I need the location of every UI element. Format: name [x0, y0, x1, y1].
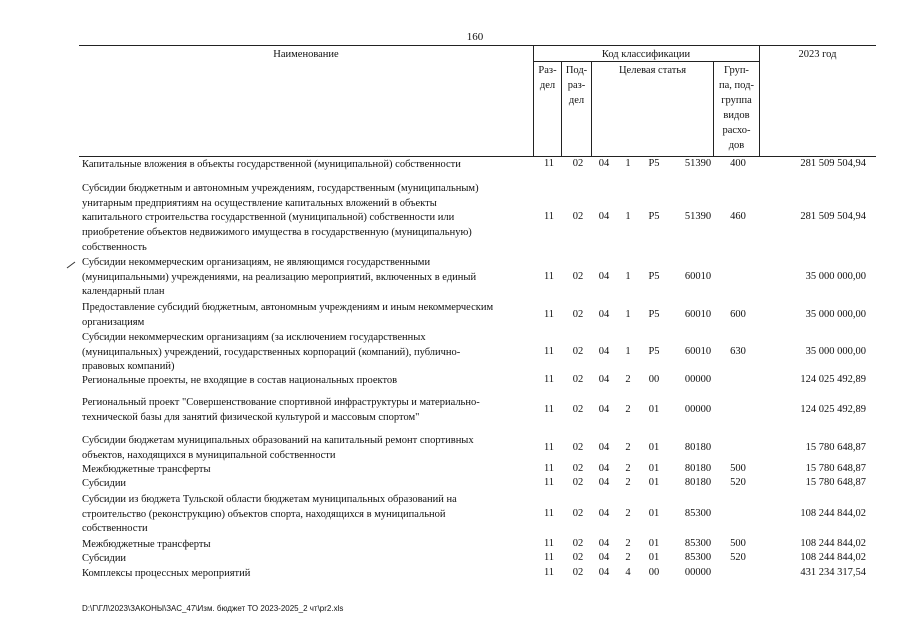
row-name — [82, 301, 532, 330]
article-part-2: 1 — [625, 271, 631, 282]
header-vid: Груп- па, под- группа видов расхо- дов — [719, 65, 754, 151]
row-name-line: Субсидии бюджетным и автономным учреждениям, государственным (муниципальным) — [82, 183, 479, 194]
article-part-4: 60010 — [684, 271, 712, 282]
article-part-4: 00000 — [684, 567, 712, 578]
article-part-1: 04 — [598, 538, 610, 549]
row-name-line: капитального строительства государственной (муниципальной) собственности или — [82, 212, 455, 224]
article-part-4: 85300 — [684, 508, 712, 519]
row-name — [82, 463, 532, 478]
article-part-3: 01 — [648, 552, 660, 563]
article-part-1: 04 — [598, 442, 610, 453]
row-name-line: Субсидии бюджетам муниципальных образований на капитальный ремонт спортивных — [82, 435, 474, 446]
page-number: 160 — [466, 31, 484, 43]
article-part-1: 04 — [598, 309, 610, 320]
row-name-line: Субсидии — [82, 478, 127, 489]
header-razdel: Раз- дел — [538, 65, 557, 91]
row-name-line: Субсидии некоммерческим организациям (за исключением государственных — [82, 332, 426, 343]
article-part-1: 04 — [598, 404, 610, 415]
podrazdel-cell: 02 — [572, 404, 584, 415]
article-part-3: P5 — [648, 346, 660, 357]
row-name — [82, 538, 532, 553]
article-part-1: 04 — [598, 271, 610, 282]
row-name — [82, 374, 532, 389]
article-part-4: 80180 — [684, 442, 712, 453]
sum-cell: 431 234 317,54 — [800, 567, 866, 578]
article-part-2: 2 — [625, 552, 631, 563]
article-part-3: P5 — [648, 309, 660, 320]
article-part-3: 01 — [648, 404, 660, 415]
file-path: D:\Г\ГЛ\2023\ЗАКОНЫ\ЗАС_47\Изм. бюджет ТО 2023-2025_2 чт\pr2.xls — [82, 604, 344, 613]
row-name-line: Региональный проект "Совершенствование спортивной инфраструктуры и материально- — [82, 397, 480, 408]
row-name — [82, 182, 532, 256]
sum-cell: 35 000 000,00 — [805, 346, 866, 357]
sum-cell: 15 780 648,87 — [805, 442, 866, 453]
row-name — [82, 434, 532, 463]
article-part-4: 85300 — [684, 538, 712, 549]
row-name-line: приобретение объектов недвижимого имущества в государственную (муниципальную) — [82, 227, 472, 239]
sum-cell: 108 244 844,02 — [800, 508, 866, 519]
article-part-3: P5 — [648, 271, 660, 282]
article-part-2: 2 — [625, 508, 631, 519]
row-name — [82, 331, 532, 375]
article-part-1: 04 — [598, 477, 610, 488]
article-part-2: 1 — [625, 211, 631, 222]
article-part-4: 80180 — [684, 477, 712, 488]
razdel-cell: 11 — [543, 508, 555, 519]
row-name-line: унитарным предприятиям на осуществление капитальных вложений в объекты — [82, 197, 437, 209]
row-name-line: строительство (реконструкцию) объектов спорта, находящихся в муниципальной — [82, 508, 446, 520]
sum-cell: 124 025 492,89 — [800, 404, 866, 415]
podrazdel-cell: 02 — [572, 158, 584, 169]
razdel-cell: 11 — [543, 538, 555, 549]
vid-cell: 460 — [730, 211, 746, 222]
razdel-cell: 11 — [543, 158, 555, 169]
row-name — [82, 552, 532, 567]
sum-cell: 281 509 504,94 — [800, 158, 866, 169]
razdel-cell: 11 — [543, 374, 555, 385]
article-part-2: 1 — [625, 346, 631, 357]
header-code: Код классификации — [601, 49, 691, 60]
vid-cell: 630 — [730, 346, 746, 357]
article-part-2: 2 — [625, 404, 631, 415]
row-name-line: Субсидии некоммерческим организациям, не являющимся государственными — [82, 257, 431, 268]
row-name-line: (муниципальными) учреждениями, на реализацию мероприятий, включенных в единый — [82, 271, 477, 283]
podrazdel-cell: 02 — [572, 538, 584, 549]
article-part-1: 04 — [598, 567, 610, 578]
article-part-1: 04 — [598, 158, 610, 169]
podrazdel-cell: 02 — [572, 567, 584, 578]
vid-cell: 500 — [730, 538, 746, 549]
row-name-line: организациям — [82, 316, 145, 328]
row-name-line: технической базы для занятий физической культурой и массовым спортом" — [82, 411, 420, 423]
sum-cell: 15 780 648,87 — [805, 463, 866, 474]
header-year: 2023 год — [798, 49, 837, 60]
article-part-2: 2 — [625, 538, 631, 549]
vid-cell: 520 — [730, 477, 746, 488]
podrazdel-cell: 02 — [572, 508, 584, 519]
sum-cell: 108 244 844,02 — [800, 538, 866, 549]
article-part-3: 00 — [648, 374, 660, 385]
row-name — [82, 396, 532, 425]
header-article: Целевая статья — [618, 65, 687, 76]
razdel-cell: 11 — [543, 552, 555, 563]
vid-cell: 520 — [730, 552, 746, 563]
podrazdel-cell: 02 — [572, 552, 584, 563]
article-part-2: 2 — [625, 374, 631, 385]
row-name-line: правовых компаний) — [82, 361, 175, 373]
article-part-3: 01 — [648, 508, 660, 519]
article-part-2: 1 — [625, 309, 631, 320]
razdel-cell: 11 — [543, 404, 555, 415]
podrazdel-cell: 02 — [572, 211, 584, 222]
header-name: Наименование — [273, 49, 339, 60]
row-name-line: Капитальные вложения в объекты государственной (муниципальной) собственности — [82, 159, 461, 170]
sum-cell: 108 244 844,02 — [800, 552, 866, 563]
razdel-cell: 11 — [543, 463, 555, 474]
row-name — [82, 493, 532, 537]
sum-cell: 124 025 492,89 — [800, 374, 866, 385]
razdel-cell: 11 — [543, 442, 555, 453]
article-part-1: 04 — [598, 463, 610, 474]
article-part-2: 4 — [625, 567, 631, 578]
header-podrazdel: Под- раз- дел — [565, 65, 588, 106]
article-part-3: 01 — [648, 477, 660, 488]
article-part-3: 01 — [648, 442, 660, 453]
row-name-line: Субсидии — [82, 553, 127, 564]
podrazdel-cell: 02 — [572, 346, 584, 357]
razdel-cell: 11 — [543, 346, 555, 357]
row-name-line: (муниципальных) учреждений, государственных корпораций (компаний), публично- — [82, 346, 461, 358]
article-part-4: 60010 — [684, 309, 712, 320]
row-name-line: Комплексы процессных мероприятий — [82, 568, 251, 579]
article-part-3: 01 — [648, 538, 660, 549]
article-part-4: 00000 — [684, 404, 712, 415]
article-part-4: 80180 — [684, 463, 712, 474]
sum-cell: 35 000 000,00 — [805, 309, 866, 320]
article-part-3: 00 — [648, 567, 660, 578]
podrazdel-cell: 02 — [572, 477, 584, 488]
podrazdel-cell: 02 — [572, 374, 584, 385]
article-part-2: 2 — [625, 463, 631, 474]
razdel-cell: 11 — [543, 567, 555, 578]
article-part-4: 00000 — [684, 374, 712, 385]
razdel-cell: 11 — [543, 477, 555, 488]
row-name-line: Предоставление субсидий бюджетным, автономным учреждениям и иным некоммерческим — [82, 302, 494, 313]
row-name — [82, 158, 532, 173]
vid-cell: 600 — [730, 309, 746, 320]
article-part-4: 85300 — [684, 552, 712, 563]
vid-cell: 500 — [730, 463, 746, 474]
article-part-1: 04 — [598, 552, 610, 563]
row-name — [82, 477, 532, 492]
article-part-3: P5 — [648, 158, 660, 169]
sum-cell: 281 509 504,94 — [800, 211, 866, 222]
podrazdel-cell: 02 — [572, 271, 584, 282]
razdel-cell: 11 — [543, 271, 555, 282]
article-part-3: P5 — [648, 211, 660, 222]
row-name-line: Межбюджетные трансферты — [82, 464, 211, 475]
article-part-1: 04 — [598, 346, 610, 357]
article-part-1: 04 — [598, 374, 610, 385]
article-part-1: 04 — [598, 508, 610, 519]
row-name-line: Субсидии из бюджета Тульской области бюджетам муниципальных образований на — [82, 494, 457, 505]
article-part-4: 51390 — [684, 211, 712, 222]
row-name — [82, 256, 532, 300]
podrazdel-cell: 02 — [572, 463, 584, 474]
razdel-cell: 11 — [543, 211, 555, 222]
row-name-line: календарный план — [82, 286, 165, 298]
vid-cell: 400 — [730, 158, 746, 169]
row-name — [82, 567, 532, 582]
row-name-line: собственности — [82, 523, 148, 535]
article-part-2: 2 — [625, 442, 631, 453]
article-part-2: 2 — [625, 477, 631, 488]
article-part-3: 01 — [648, 463, 660, 474]
row-name-line: собственность — [82, 241, 147, 253]
row-name-line: объектов, находящихся в муниципальной собственности — [82, 449, 336, 461]
article-part-4: 60010 — [684, 346, 712, 357]
row-name-line: Региональные проекты, не входящие в состав национальных проектов — [82, 375, 398, 386]
sum-cell: 15 780 648,87 — [805, 477, 866, 488]
podrazdel-cell: 02 — [572, 309, 584, 320]
razdel-cell: 11 — [543, 309, 555, 320]
podrazdel-cell: 02 — [572, 442, 584, 453]
article-part-2: 1 — [625, 158, 631, 169]
sum-cell: 35 000 000,00 — [805, 271, 866, 282]
article-part-1: 04 — [598, 211, 610, 222]
row-name-line: Межбюджетные трансферты — [82, 539, 211, 550]
article-part-4: 51390 — [684, 158, 712, 169]
